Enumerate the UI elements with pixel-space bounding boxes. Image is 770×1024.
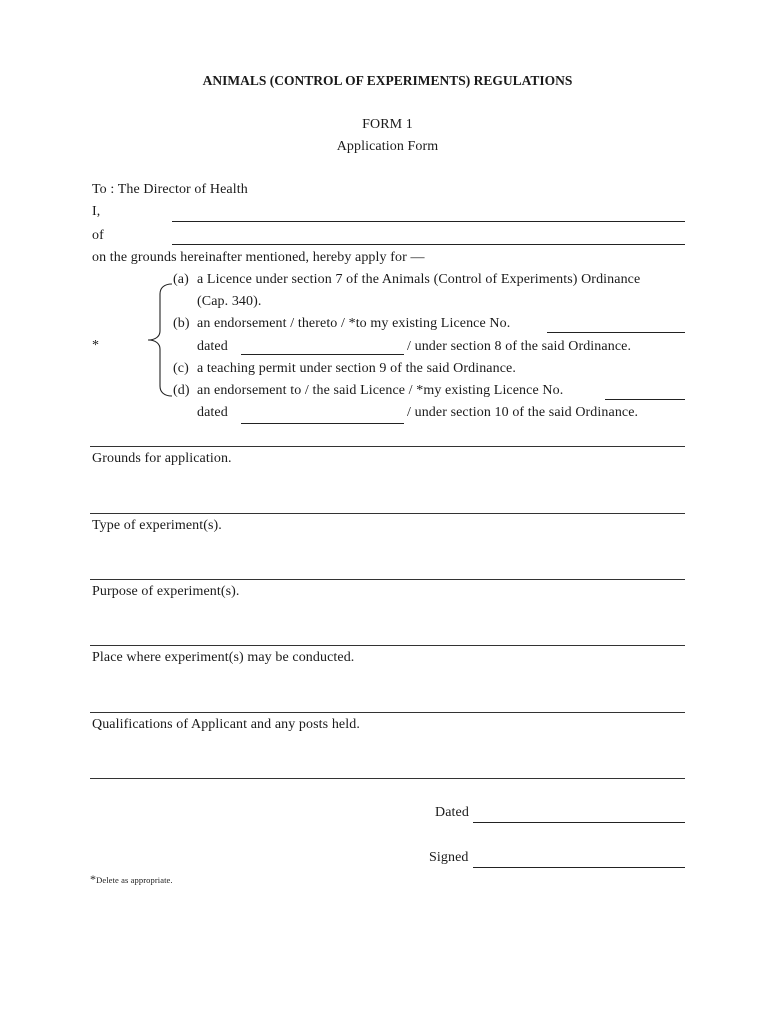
signature-signed-label: Signed — [429, 850, 469, 865]
option-c-text: a teaching permit under section 9 of the said Ordinance. — [197, 361, 516, 376]
grounds-label: Grounds for application. — [92, 451, 232, 466]
signature-field[interactable] — [473, 867, 685, 868]
applicant-address-field[interactable] — [172, 244, 685, 245]
section-divider — [90, 712, 685, 713]
option-b-licence-no-field[interactable] — [547, 332, 685, 333]
form-number: FORM 1 — [362, 117, 413, 132]
options-brace — [145, 282, 175, 398]
option-a-label: (a) — [173, 272, 189, 287]
qualifications-label: Qualifications of Applicant and any posts held. — [92, 717, 360, 732]
option-b-date-field[interactable] — [241, 354, 404, 355]
option-b-dated-label: dated — [197, 339, 228, 354]
applicant-name-field[interactable] — [172, 221, 685, 222]
application-intro: on the grounds hereinafter mentioned, hereby apply for — — [92, 250, 425, 265]
section-divider — [90, 513, 685, 514]
option-d-suffix: / under section 10 of the said Ordinance. — [407, 405, 639, 420]
address-prefix: of — [92, 228, 104, 243]
experiment-place-label: Place where experiment(s) may be conducted. — [92, 650, 355, 665]
option-a-continuation: (Cap. 340). — [197, 294, 262, 309]
option-a-text: a Licence under section 7 of the Animals (Control of Experiments) Ordinance — [197, 272, 641, 287]
addressee: To : The Director of Health — [92, 182, 248, 197]
option-d-licence-no-field[interactable] — [605, 399, 685, 400]
section-divider — [90, 645, 685, 646]
option-b-label: (b) — [173, 316, 190, 331]
option-c-label: (c) — [173, 361, 189, 376]
section-divider — [90, 778, 685, 779]
option-d-text: an endorsement to / the said Licence / *my existing Licence No. — [197, 383, 564, 398]
option-d-date-field[interactable] — [241, 423, 404, 424]
footnote-text: Delete as appropriate. — [96, 875, 173, 885]
form-name: Application Form — [336, 139, 439, 154]
option-d-label: (d) — [173, 383, 190, 398]
applicant-prefix: I, — [92, 204, 101, 219]
signature-dated-label: Dated — [435, 805, 469, 820]
experiment-type-label: Type of experiment(s). — [92, 518, 222, 533]
footnote — [90, 872, 173, 887]
option-d-dated-label: dated — [197, 405, 228, 420]
option-b-suffix: / under section 8 of the said Ordinance. — [407, 339, 632, 354]
section-divider — [90, 446, 685, 447]
option-b-text: an endorsement / thereto / *to my existing Licence No. — [197, 316, 511, 331]
document-title: ANIMALS (CONTROL OF EXPERIMENTS) REGULATIONS — [202, 73, 573, 88]
section-divider — [90, 579, 685, 580]
delete-marker: * — [92, 338, 100, 353]
footnote-mark: * — [90, 872, 97, 886]
experiment-purpose-label: Purpose of experiment(s). — [92, 584, 240, 599]
signature-date-field[interactable] — [473, 822, 685, 823]
